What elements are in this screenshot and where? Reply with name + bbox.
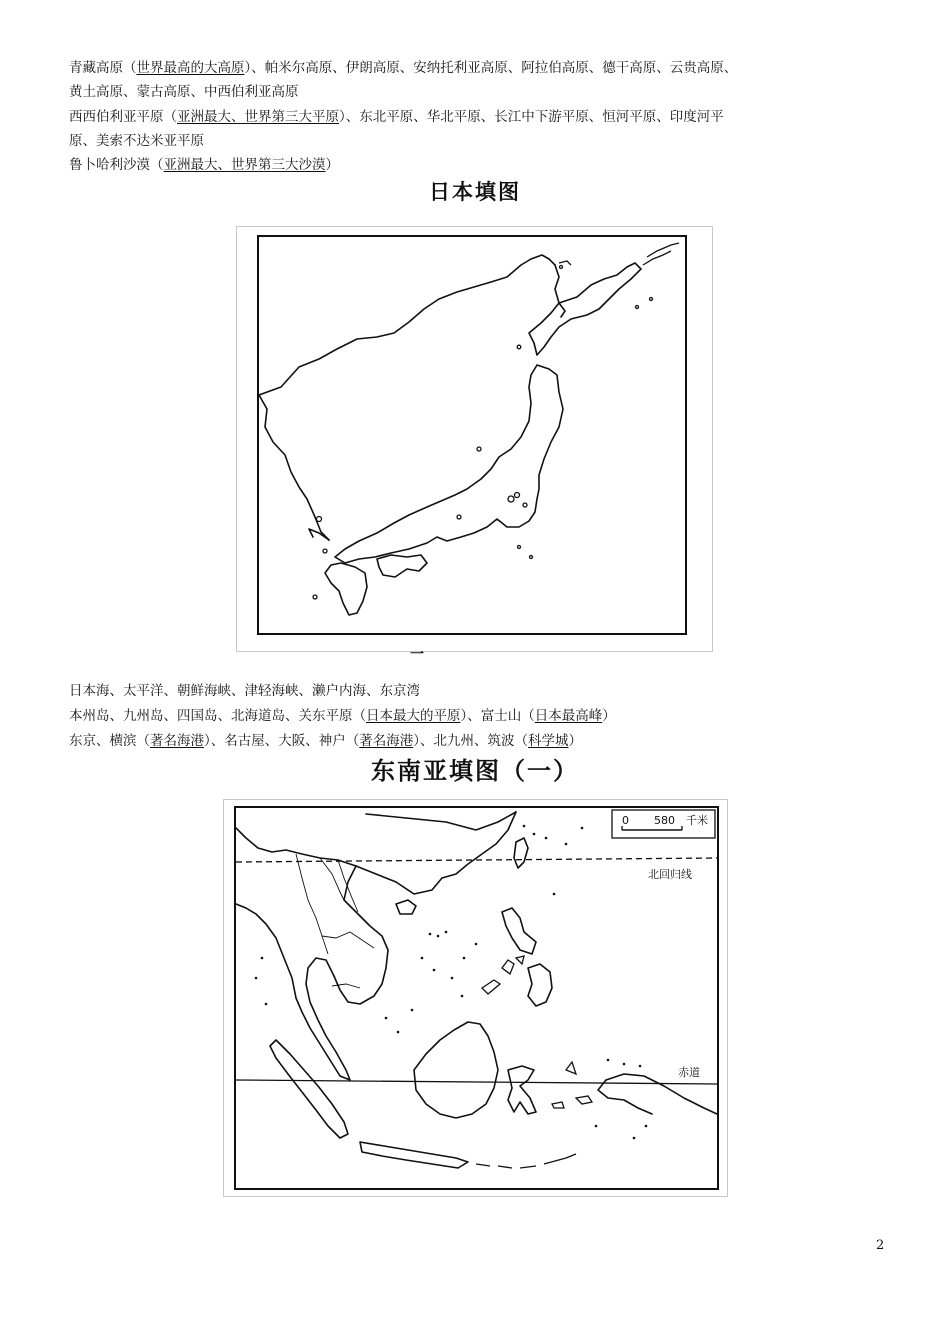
japan-map bbox=[259, 237, 685, 633]
text-seg: 鲁卜哈利沙漠（ bbox=[69, 157, 164, 173]
text-line-plateaus bbox=[69, 58, 737, 78]
text-seg: ）、名古屋、大阪、神户（ bbox=[204, 733, 360, 749]
text-line-plains bbox=[69, 107, 724, 127]
japan-text-islands bbox=[69, 706, 616, 726]
note-underlined: 日本最大的平原 bbox=[366, 708, 461, 724]
note-underlined: 著名海港 bbox=[150, 733, 204, 749]
text-seg: 西西伯利亚平原（ bbox=[69, 109, 177, 125]
japan-text-cities bbox=[69, 731, 582, 751]
note-underlined: 亚洲最大、世界第三大沙漠 bbox=[163, 157, 326, 173]
scale-unit: 千米 bbox=[686, 814, 708, 827]
sea-map-title: 东南亚填图（一） bbox=[371, 757, 579, 785]
text-seg: ）、帕米尔高原、伊朗高原、安纳托利亚高原、阿拉伯高原、德干高原、云贵高原、 bbox=[244, 60, 738, 76]
tropic-label: 北回归线 bbox=[648, 868, 692, 881]
text-seg: ）、东北平原、华北平原、长江中下游平原、恒河平原、印度河平 bbox=[339, 109, 724, 125]
text-seg: ） bbox=[568, 733, 582, 749]
text-seg: 青藏高原（ bbox=[69, 60, 137, 76]
text-seg: 东京、横滨（ bbox=[69, 733, 150, 749]
text-seg: 本州岛、九州岛、四国岛、北海道岛、关东平原（ bbox=[69, 708, 366, 724]
text-seg: ）、北九州、筑波（ bbox=[413, 733, 528, 749]
text-seg: 日本海、太平洋、朝鲜海峡、津轻海峡、濑户内海、东京湾 bbox=[69, 683, 420, 699]
japan-map-mark: 一 bbox=[410, 647, 424, 663]
japan-text-seas bbox=[69, 681, 420, 701]
japan-map-title: 日本填图 bbox=[429, 180, 521, 204]
note-underlined: 日本最高峰 bbox=[534, 708, 603, 724]
note-underlined: 著名海港 bbox=[359, 733, 414, 749]
text-line-plains-cont bbox=[69, 131, 204, 151]
text-line-plateaus-cont bbox=[69, 82, 299, 102]
japan-map-figure bbox=[236, 226, 713, 652]
text-seg: ） bbox=[602, 708, 616, 724]
sea-map-frame bbox=[234, 806, 719, 1190]
japan-map-frame bbox=[257, 235, 687, 635]
page-number: 2 bbox=[876, 1238, 885, 1253]
note-underlined: 亚洲最大、世界第三大平原 bbox=[177, 109, 339, 125]
note-underlined: 科学城 bbox=[528, 733, 569, 749]
text-seg: 原、美索不达米亚平原 bbox=[69, 133, 204, 149]
text-seg: ）、富士山（ bbox=[460, 708, 535, 724]
sea-map bbox=[236, 808, 717, 1188]
equator-label: 赤道 bbox=[678, 1066, 700, 1079]
text-line-desert bbox=[69, 155, 339, 175]
scale-value: 580 bbox=[654, 814, 675, 827]
scale-zero: 0 bbox=[622, 814, 629, 827]
note-underlined: 世界最高的大高原 bbox=[136, 60, 245, 76]
text-seg: 黄土高原、蒙古高原、中西伯利亚高原 bbox=[69, 84, 299, 100]
sea-map-figure bbox=[223, 799, 728, 1197]
text-seg: ） bbox=[325, 157, 339, 173]
